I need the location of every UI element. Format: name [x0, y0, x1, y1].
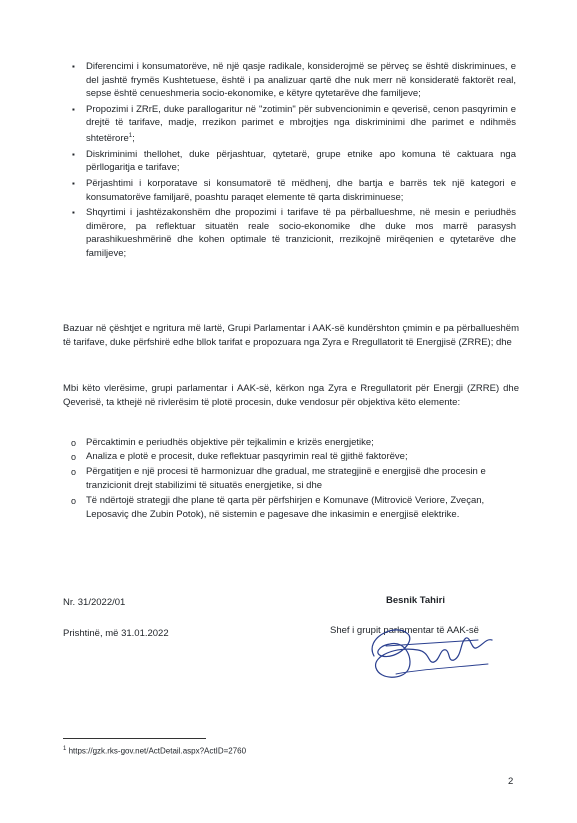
bullet-text: Propozimi i ZRrE, duke parallogaritur në "zotimin" për subvencionimin e qeverisë, cenon pasqyrimin e drejtë të tarifave, madje, rrezikon parimet e mbrojtjes nga diskriminimi dhe parimet e ndihmës shtetërore — [86, 103, 516, 145]
circle-bullet-icon: o — [71, 438, 77, 448]
circle-bullet-icon: o — [71, 466, 77, 477]
objective-item — [71, 436, 518, 450]
circle-bullet-icon: o — [71, 452, 77, 463]
footnote-reference[interactable]: 1 — [128, 132, 133, 139]
square-bullet-icon: ▪ — [72, 149, 75, 159]
objective-text: Analiza e plotë e procesit, duke reflektuar pasqyrimin real të gjithë faktorëve; — [86, 451, 408, 463]
footnote-divider — [63, 738, 206, 739]
square-bullet-icon: ▪ — [72, 104, 75, 114]
objective-text: Përcaktimin e periudhës objektive për tejkalimin e krizës energjetike; — [86, 437, 374, 448]
objective-item — [71, 465, 518, 494]
objective-text: Të ndërtojë strategji dhe plane të qarta për përfshirjen e Komunave (Mitrovicë Veriore, Zveçan, Leposaviç dhe Zubin Potok), në sistemin e pagesave dhe inkasimin e energjisë elektrike. — [86, 494, 485, 521]
bullet-text: Përjashtimi i korporatave si konsumatorë të mëdhenj, dhe bartja e barrës tek një kategori e konsumatorëve familjarë, poashtu paraqet elemente të qarta diskriminuese; — [86, 177, 516, 203]
bullet-item — [72, 103, 516, 146]
bullet-text-tail: ; — [132, 133, 135, 145]
objective-text: Përgatitjen e një procesi të harmonizuar dhe gradual, me strategjinë e energjisë dhe procesin e tranzicionit drejt stabilizimi të situatës energjetike, si dhe — [86, 465, 486, 492]
bullet-item — [72, 177, 516, 204]
footnote-marker: 1 — [63, 746, 67, 752]
footnote-link[interactable]: https://gzk.rks-gov.net/ActDetail.aspx?ActID=2760 — [68, 746, 247, 756]
signer-role: Shef i grupit parlamentar të AAK-së — [330, 625, 479, 636]
signer-name: Besnik Tahiri — [386, 595, 445, 606]
bullet-text: Diskriminimi thellohet, duke përjashtuar, qytetarë, grupe etnike apo komuna të caktuara nga përllogaritja e tarifave; — [86, 148, 516, 174]
page-number: 2 — [508, 776, 514, 787]
objectives-list — [71, 436, 518, 522]
bullet-text: Diferencimi i konsumatorëve, në një qasje radikale, konsiderojmë se përveç se është diskriminues, e del jashtë frymës Kushtetuese, është i pa analizuar qartë dhe nuk merr në konsideratë faktorët real, sepse është cenueshmeria socio-ekonomike, e këtyre qytetarëve dhe familjeve; — [86, 61, 516, 100]
bullet-list — [72, 60, 516, 262]
square-bullet-icon: ▪ — [72, 178, 75, 188]
bullet-text: Shqyrtimi i jashtëzakonshëm dhe propozimi i tarifave të pa përballueshme, në mesin e periudhës dimërore, pa reflektuar situatën reale socio-ekonomike dhe duke mos marrë parasysh parashikueshmërinë dhe kohen optimale të tranzicionit, rrezikojnë mirëqenien e qytetarëve dhe familjeve; — [86, 207, 516, 259]
objective-item — [71, 494, 518, 523]
bullet-item — [72, 148, 516, 175]
circle-bullet-icon: o — [71, 495, 77, 506]
paragraph: Bazuar në çështjet e ngritura më lartë, Grupi Parlamentar i AAK-së kundërshton çmimin e pa përballueshëm të tarifave, duke përfshirë edhe bllok tarifat e propozuara nga Zyra e Rregullatorit të Energjisë (ZRRE); dhe — [63, 323, 519, 349]
paragraph: Mbi këto vlerësime, grupi parlamentar i AAK-së, kërkon nga Zyra e Rregullatorit për Energji (ZRRE) dhe Qeverisë, ta kthejë në rivlerësim të plotë procesin, duke vendosur për objektiva këto elemente: — [63, 383, 519, 409]
square-bullet-icon: ▪ — [72, 208, 75, 218]
objective-item — [71, 450, 518, 464]
square-bullet-icon: ▪ — [72, 62, 75, 71]
place-date: Prishtinë, më 31.01.2022 — [63, 628, 169, 639]
footnote — [63, 746, 246, 756]
bullet-item — [72, 60, 516, 101]
bullet-item — [72, 206, 516, 260]
handwritten-signature — [356, 616, 496, 686]
document-number: Nr. 31/2022/01 — [63, 597, 126, 608]
